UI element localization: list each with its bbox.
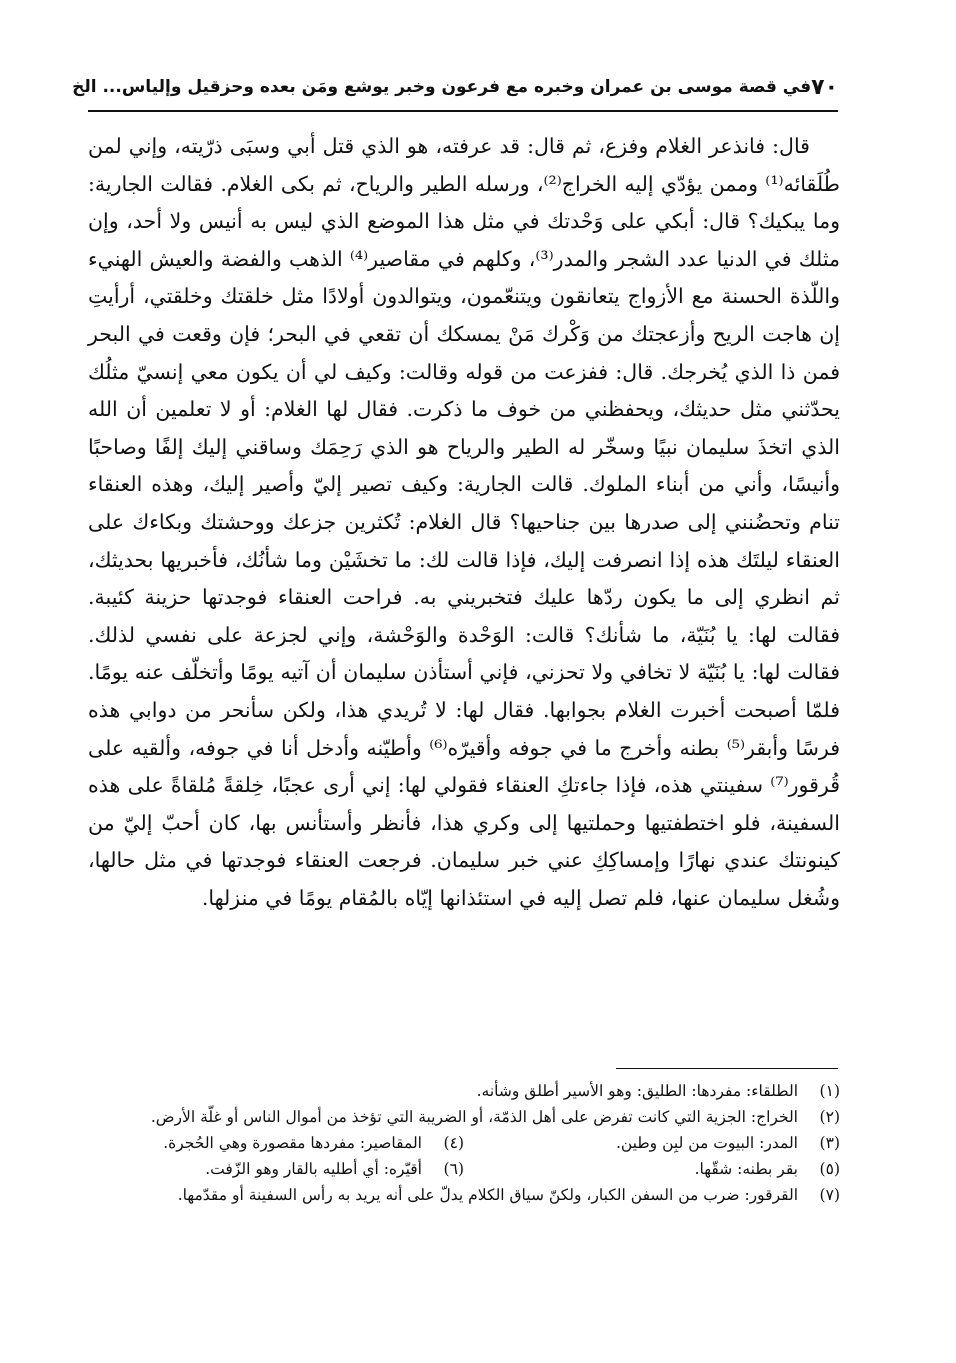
footnote-number: (٥)	[819, 1160, 840, 1178]
page-header	[72, 70, 838, 112]
footnote-3	[464, 1130, 840, 1156]
footnote-number: (٦)	[443, 1160, 464, 1178]
footnote-number: (٤)	[443, 1134, 464, 1152]
footnote-row-5-6	[88, 1156, 840, 1182]
footnote-text: المقاصير: مفردها مقصورة وهي الحُجرة.	[163, 1134, 422, 1152]
footnote-number: (٧)	[819, 1186, 840, 1204]
footnote-text: الخراج: الجزية التي كانت تفرض على أهل الذمّة، أو الضريبة التي تؤخذ من أموال الناس أو غلّة الأرض.	[150, 1108, 798, 1126]
body-paragraph: قال: فانذعر الغلام وفزع، ثم قال: قد عرفته، هو الذي قتل أبي وسبَى ذرّيته، وإني لمن طُلَقائه⁽¹⁾ وممن يؤدّي إليه الخراج⁽²⁾، ورسله الطير والرياح، ثم بكى الغلام. فقالت الجارية: وما يبكيك؟ قال: أبكي على وَحْدتك في مثل هذا الموضع الذي ليس به أنيس ولا أحد، وإن مثلك في الدنيا عدد الشجر والمدر⁽³⁾، وكلهم في مقاصير⁽⁴⁾ الذهب والفضة والعيش الهنيء واللّذة الحسنة مع الأزواج يتعانقون ويتنعّمون، ويتوالدون أولادًا مثل خلقتك وخلقتي، أرأيتِ إن هاجت الريح وأزعجتك من وَكْرك مَنْ يمسكك أن تقعي في البحر؛ فإن وقعت في البحر فمن ذا الذي يُخرجك. قال: ففزعت من قوله وقالت: وكيف لي أن يكون معي إنسيّ مثلُك يحدّثني مثل حديثك، ويحفظني من خوف ما ذكرت. فقال لها الغلام: أو لا تعلمين أن الله الذي اتخذَ سليمان نبيًا وسخّر له الطير والرياح هو الذي رَحِمَك وساقني إليك إلفًا وصاحبًا وأنيسًا، وأني من أبناء الملوك. قالت الجارية: وكيف تصير إليّ وأصير إليك، وهذه العنقاء تنام وتحضُنني إلى صدرها بين جناحيها؟ قال الغلام: تُكثرين جزعك ووحشتك وبكاءك على العنقاء ليلتَك هذه إذا انصرفت إليك، فإذا قالت لك: ما تخشَيْن وما شأنُك، فأخبريها بحديثك، ثم انظري إلى ما يكون ردّها عليك فتخبريني به. فراحت العنقاء فوجدتها حزينة كئيبة. فقالت لها: يا بُنَيّة، ما شأنك؟ قالت: الوَحْدة والوَحْشة، وإني لجزعة على نفسي لذلك. فقالت لها: يا بُنَيّة لا تخافي ولا تحزني، فإني أستأذن سليمان أن آتيه يومًا وأتخلّف عنه يومًا. فلمّا أصبحت أخبرت الغلام بجوابها. فقال لها: لا تُريدي هذا، ولكن سأنحر من دوابي هذه فرسًا وأبقر⁽⁵⁾ بطنه وأخرج ما في جوفه وأقيرّه⁽⁶⁾ وأطيّنه وأدخل أنا في جوفه، وألقيه على قُرقور⁽⁷⁾ سفينتي هذه، فإذا جاءتكِ العنقاء فقولي لها: إني أرى عجبًا، خِلقةً مُلقاةً على هذه السفينة، فلو اختطفتيها وحملتيها إلى وكري هذا، فأنظر وأستأنس بها، كان أحبّ إليّ من كينونتك عندي نهارًا وإمساكِكِ عني خبر سليمان. فرجعت العنقاء فوجدتها في مثل حالها، وشُغل سليمان عنها، فلم تصل إليه في استئذانها إيّاه بالمُقام يومًا في منزلها.	[88, 134, 840, 910]
main-text	[88, 128, 840, 917]
running-title: في قصة موسى بن عمران وخبره مع فرعون وخبر يوشع ومَن بعده وحزقيل وإلياس... الخ	[72, 77, 812, 97]
footnote-1	[88, 1078, 840, 1104]
footnote-text: القرقور: ضرب من السفن الكبار، ولكنّ سياق الكلام يدلّ على أنه يريد به رأس السفينة أو مقدّمها.	[177, 1186, 798, 1204]
footnote-separator	[616, 1068, 838, 1069]
footnote-6	[88, 1156, 464, 1182]
footnote-number: (١)	[819, 1082, 840, 1100]
page-number: ٧٠	[811, 74, 838, 100]
footnote-text: الطلقاء: مفردها: الطليق: وهو الأسير أطلق وشأنه.	[476, 1082, 798, 1100]
footnote-row-3-4	[88, 1130, 840, 1156]
footnote-7	[88, 1182, 840, 1208]
footnote-text: المدر: البيوت من لبِن وطين.	[615, 1134, 798, 1152]
footnote-5	[464, 1156, 840, 1182]
footnote-text: بقر بطنه: شقّها.	[694, 1160, 798, 1178]
footnotes	[88, 1078, 840, 1208]
footnote-number: (٣)	[819, 1134, 840, 1152]
footnote-text: أقيّره: أي أطليه بالقار وهو الزّفت.	[205, 1160, 422, 1178]
footnote-number: (٢)	[819, 1108, 840, 1126]
footnote-4	[88, 1130, 464, 1156]
footnote-2	[88, 1104, 840, 1130]
